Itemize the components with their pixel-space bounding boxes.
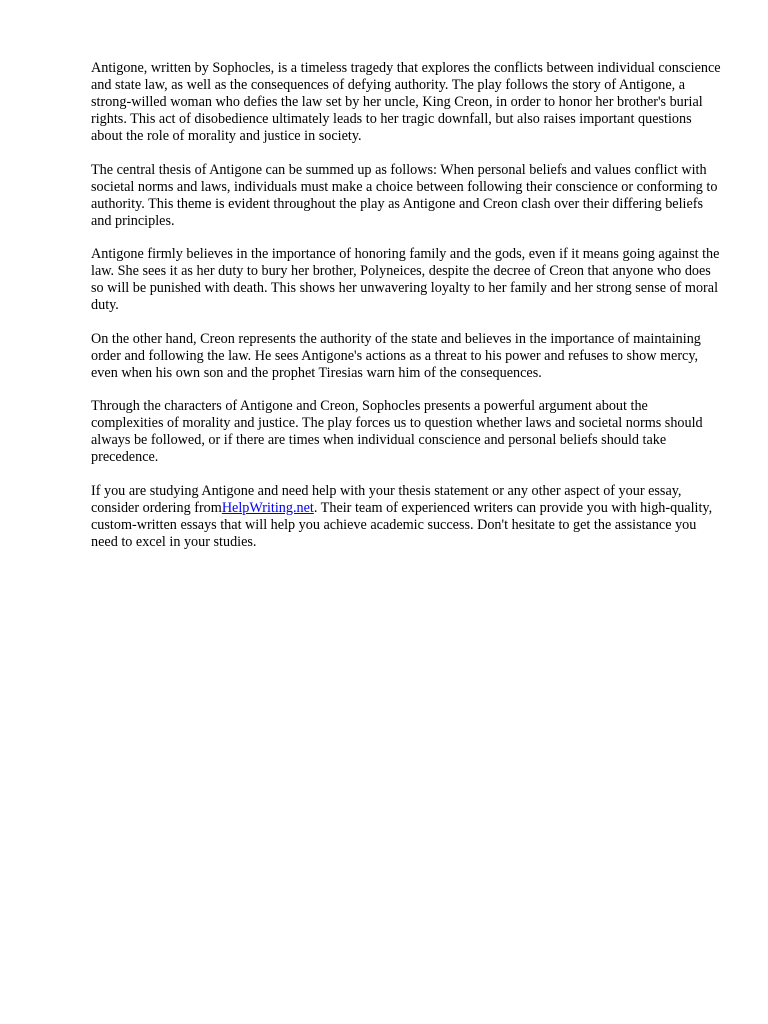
paragraph-help-offer [91, 483, 723, 551]
paragraph-creon-authority: On the other hand, Creon represents the authority of the state and believes in the importance of maintaining order and following the law. He sees Antigone's actions as a threat to his power and refuses to show mercy, even when his own son and the prophet Tiresias warn him of the consequences. [91, 330, 701, 381]
help-offer-text-after: . Their team of experienced writers can provide you with high-quality, custom-written essays that will help you achieve academic success. Don't hesitate to get the assistance you need to excel in your studies. [91, 499, 713, 550]
paragraph-morality-justice: Through the characters of Antigone and Creon, Sophocles presents a powerful argument about the complexities of morality and justice. The play forces us to question whether laws and societal norms should always be followed, or if there are times when individual conscience and personal beliefs should take precedence. [91, 398, 703, 465]
paragraph-central-thesis: The central thesis of Antigone can be summed up as follows: When personal beliefs and values conflict with societal norms and laws, individuals must make a choice between following their conscience or conforming to authority. This theme is evident throughout the play as Antigone and Creon clash over their differing beliefs and principles. [91, 161, 718, 229]
paragraph-introduction: Antigone, written by Sophocles, is a timeless tragedy that explores the conflicts between individual conscience and state law, as well as the consequences of defying authority. The play follows the story of Antigone, a strong-willed woman who defies the law set by her uncle, King Creon, in order to honor her brother's burial rights. This act of disobedience ultimately leads to her tragic downfall, but also raises important questions about the role of morality and justice in society. [91, 60, 721, 144]
help-offer-text-before: If you are studying Antigone and need help with your thesis statement or any other aspect of your essay, consider ordering from [91, 482, 682, 516]
document-body [91, 60, 723, 567]
helpwriting-link[interactable]: HelpWriting.net [221, 499, 314, 516]
paragraph-antigone-beliefs: Antigone firmly believes in the importance of honoring family and the gods, even if it means going against the law. She sees it as her duty to bury her brother, Polyneices, despite the decree of Creon that anyone who does so will be punished with death. This shows her unwavering loyalty to her family and her strong sense of moral duty. [91, 246, 720, 313]
